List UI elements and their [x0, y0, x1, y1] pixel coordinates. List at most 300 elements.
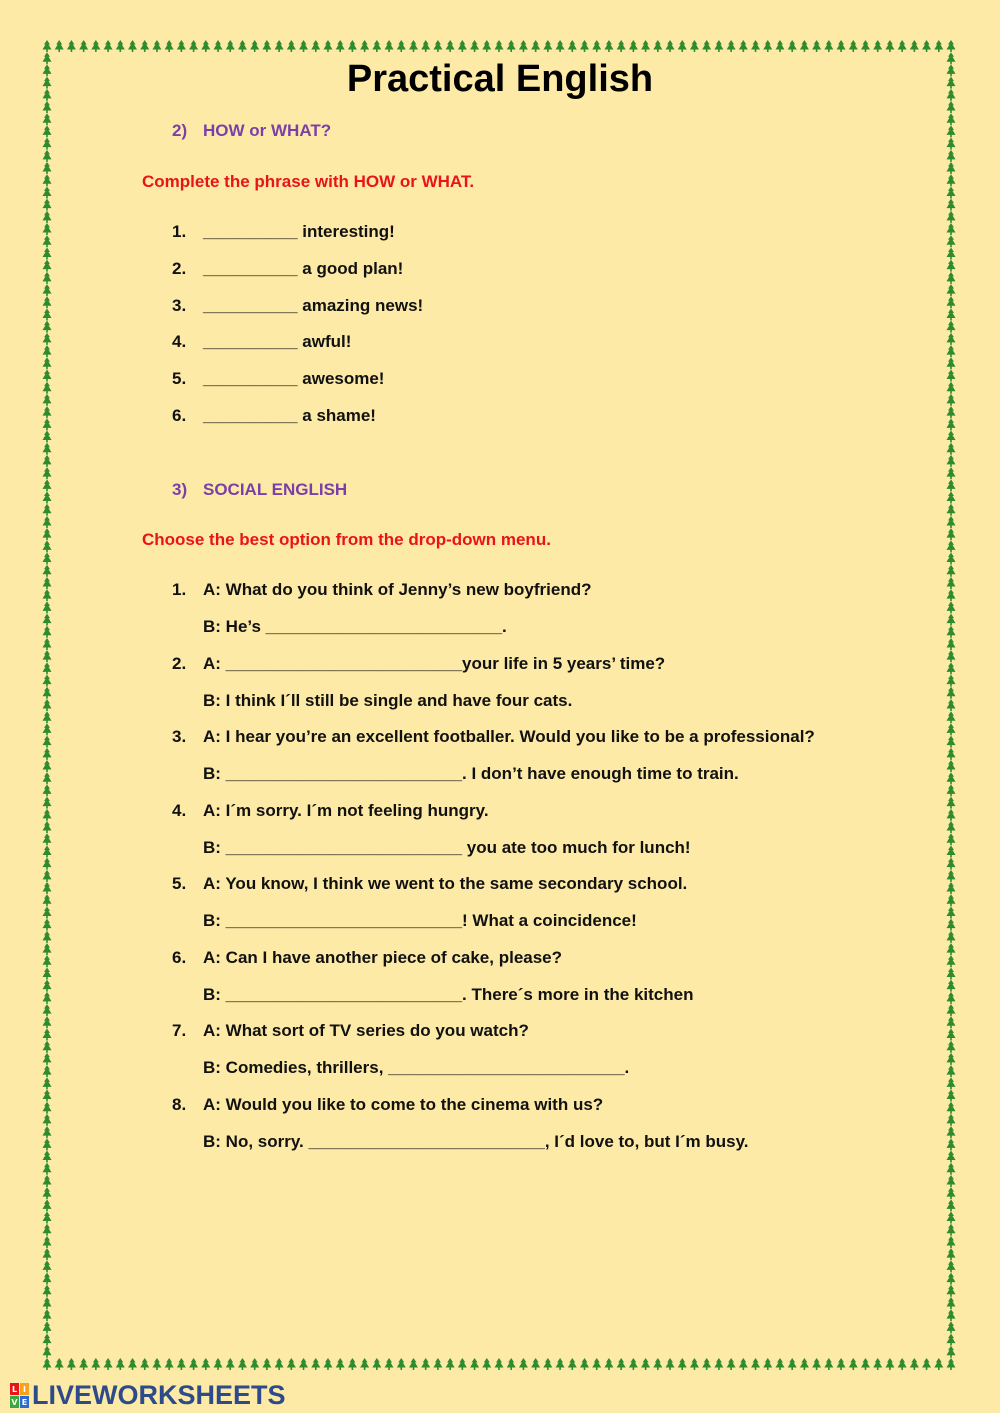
- tree-icon: [104, 40, 113, 52]
- tree-icon: [947, 260, 956, 272]
- tree-icon: [812, 40, 821, 52]
- tree-icon: [43, 211, 52, 223]
- tree-icon: [299, 1358, 308, 1370]
- tree-icon: [947, 1102, 956, 1114]
- dialogue-line-b[interactable]: B: _________________________! What a coincidence!: [203, 911, 637, 930]
- tree-icon: [947, 906, 956, 918]
- tree-icon: [947, 235, 956, 247]
- tree-icon: [727, 40, 736, 52]
- tree-icon: [43, 931, 52, 943]
- tree-icon: [43, 1053, 52, 1065]
- tree-icon: [947, 845, 956, 857]
- dialogue-line-a: A: I hear you’re an excellent footballer. Would you like to be a professional?: [203, 727, 815, 746]
- tree-icon: [43, 1236, 52, 1248]
- tree-icon: [947, 833, 956, 845]
- dialogue-line-a: A: What sort of TV series do you watch?: [203, 1021, 529, 1040]
- tree-icon: [43, 943, 52, 955]
- tree-icon: [55, 40, 64, 52]
- tree-icon: [947, 321, 956, 333]
- tree-icon: [128, 1358, 137, 1370]
- how-what-item-text[interactable]: __________ amazing news!: [203, 295, 424, 315]
- tree-icon: [360, 40, 369, 52]
- tree-icon: [947, 272, 956, 284]
- tree-icon: [507, 40, 516, 52]
- tree-icon: [43, 1016, 52, 1028]
- tree-icon: [543, 1358, 552, 1370]
- tree-icon: [43, 186, 52, 198]
- tree-icon: [947, 1309, 956, 1321]
- tree-icon: [43, 565, 52, 577]
- tree-icon: [287, 1358, 296, 1370]
- tree-icon: [385, 1358, 394, 1370]
- tree-icon: [947, 955, 956, 967]
- tree-icon: [43, 174, 52, 186]
- tree-icon: [947, 1236, 956, 1248]
- tree-icon: [947, 980, 956, 992]
- tree-icon: [43, 870, 52, 882]
- dialogue-line-b[interactable]: B: _________________________. There´s more in the kitchen: [203, 984, 694, 1004]
- tree-icon: [947, 125, 956, 137]
- tree-icon: [947, 1077, 956, 1089]
- dialogue-line-b[interactable]: B: _________________________ you ate too much for lunch!: [203, 837, 691, 857]
- tree-icon: [641, 40, 650, 52]
- tree-icon: [275, 40, 284, 52]
- tree-icon: [947, 113, 956, 125]
- tree-icon: [446, 40, 455, 52]
- tree-icon: [947, 1175, 956, 1187]
- tree-icon: [947, 40, 956, 52]
- dialogue-line-b: B: I think I´ll still be single and have four cats.: [203, 690, 573, 710]
- dialogue-line-b[interactable]: B: No, sorry. _________________________, I´d love to, but I´m busy.: [203, 1131, 749, 1151]
- tree-icon: [165, 40, 174, 52]
- tree-icon: [947, 528, 956, 540]
- how-what-item-text[interactable]: __________ awesome!: [203, 369, 385, 389]
- dialogue-number: 8.: [172, 1094, 187, 1114]
- tree-icon: [519, 1358, 528, 1370]
- logo-letter-i: I: [20, 1383, 29, 1395]
- tree-icon: [580, 1358, 589, 1370]
- dialogue-line-a[interactable]: A: _________________________your life in 5 years’ time?: [203, 653, 666, 673]
- tree-icon: [311, 40, 320, 52]
- tree-icon: [714, 1358, 723, 1370]
- tree-icon: [947, 296, 956, 308]
- tree-icon: [947, 1126, 956, 1138]
- tree-icon: [861, 40, 870, 52]
- tree-icon: [592, 1358, 601, 1370]
- tree-icon: [947, 858, 956, 870]
- tree-icon: [947, 736, 956, 748]
- tree-icon: [43, 284, 52, 296]
- logo-letter-e: E: [21, 1397, 28, 1407]
- tree-icon: [568, 40, 577, 52]
- tree-icon: [837, 1358, 846, 1370]
- tree-icon: [43, 113, 52, 125]
- tree-icon: [947, 1224, 956, 1236]
- tree-icon: [43, 650, 52, 662]
- tree-icon: [947, 1358, 956, 1370]
- tree-icon: [43, 467, 52, 479]
- tree-icon: [43, 589, 52, 601]
- tree-icon: [495, 1358, 504, 1370]
- tree-icon: [177, 1358, 186, 1370]
- tree-icon: [372, 1358, 381, 1370]
- tree-icon: [43, 992, 52, 1004]
- tree-icon: [947, 467, 956, 479]
- tree-icon: [482, 40, 491, 52]
- tree-icon: [275, 1358, 284, 1370]
- tree-icon: [43, 967, 52, 979]
- logo-letter-v: V: [11, 1397, 18, 1407]
- tree-icon: [43, 345, 52, 357]
- tree-icon: [43, 1285, 52, 1297]
- tree-icon: [348, 40, 357, 52]
- tree-icon: [409, 1358, 418, 1370]
- tree-icon: [43, 138, 52, 150]
- tree-icon: [556, 1358, 565, 1370]
- tree-icon: [43, 760, 52, 772]
- tree-icon: [43, 492, 52, 504]
- tree-icon: [43, 1138, 52, 1150]
- tree-icon: [519, 40, 528, 52]
- tree-icon: [43, 772, 52, 784]
- tree-icon: [947, 1297, 956, 1309]
- tree-icon: [775, 1358, 784, 1370]
- tree-icon: [947, 784, 956, 796]
- tree-icon: [43, 199, 52, 211]
- tree-icon: [947, 455, 956, 467]
- tree-icon: [824, 1358, 833, 1370]
- tree-icon: [43, 784, 52, 796]
- tree-icon: [43, 162, 52, 174]
- tree-icon: [580, 40, 589, 52]
- tree-icon: [947, 943, 956, 955]
- how-what-item-text[interactable]: __________ awful!: [203, 332, 352, 352]
- tree-icon: [653, 1358, 662, 1370]
- tree-icon: [727, 1358, 736, 1370]
- tree-icon: [947, 199, 956, 211]
- tree-icon: [43, 906, 52, 918]
- dialogue-number: 5.: [172, 874, 187, 893]
- tree-icon: [43, 955, 52, 967]
- tree-icon: [947, 1065, 956, 1077]
- tree-icon: [262, 1358, 271, 1370]
- tree-icon: [641, 1358, 650, 1370]
- tree-icon: [104, 1358, 113, 1370]
- tree-icon: [43, 1126, 52, 1138]
- tree-icon: [165, 1358, 174, 1370]
- tree-icon: [617, 40, 626, 52]
- tree-icon: [556, 40, 565, 52]
- tree-icon: [43, 333, 52, 345]
- tree-icon: [43, 1212, 52, 1224]
- tree-icon: [140, 40, 149, 52]
- tree-icon: [43, 418, 52, 430]
- tree-icon: [947, 809, 956, 821]
- tree-icon: [43, 845, 52, 857]
- tree-icon: [861, 1358, 870, 1370]
- tree-icon: [43, 1065, 52, 1077]
- tree-icon: [43, 247, 52, 259]
- tree-icon: [947, 1041, 956, 1053]
- tree-icon: [43, 1321, 52, 1333]
- tree-icon: [702, 40, 711, 52]
- tree-icon: [947, 577, 956, 589]
- tree-icon: [947, 1187, 956, 1199]
- tree-icon: [653, 40, 662, 52]
- tree-icon: [43, 919, 52, 931]
- tree-icon: [262, 40, 271, 52]
- tree-icon: [898, 40, 907, 52]
- tree-icon: [43, 1260, 52, 1272]
- tree-icon: [947, 1199, 956, 1211]
- tree-icon: [947, 662, 956, 674]
- tree-icon: [43, 528, 52, 540]
- tree-icon: [947, 614, 956, 626]
- tree-icon: [43, 101, 52, 113]
- dialogue-number: 1.: [172, 580, 187, 599]
- tree-icon: [43, 125, 52, 137]
- tree-icon: [947, 101, 956, 113]
- how-what-item-number: 3.: [172, 295, 187, 315]
- tree-icon: [43, 406, 52, 418]
- tree-icon: [323, 1358, 332, 1370]
- tree-icon: [201, 1358, 210, 1370]
- dialogue-line-b[interactable]: B: Comedies, thrillers, _________________________.: [203, 1058, 630, 1077]
- section-3-title: SOCIAL ENGLISH: [203, 480, 348, 499]
- tree-icon: [947, 1321, 956, 1333]
- tree-icon: [531, 40, 540, 52]
- tree-icon: [751, 40, 760, 52]
- tree-icon: [947, 748, 956, 760]
- dialogue-number: 7.: [172, 1021, 187, 1040]
- tree-icon: [43, 1163, 52, 1175]
- tree-icon: [604, 1358, 613, 1370]
- how-what-item-number: 2.: [172, 258, 187, 278]
- tree-icon: [152, 40, 161, 52]
- tree-icon: [397, 1358, 406, 1370]
- tree-icon: [531, 1358, 540, 1370]
- tree-icon: [629, 40, 638, 52]
- tree-icon: [690, 1358, 699, 1370]
- tree-icon: [140, 1358, 149, 1370]
- tree-icon: [43, 980, 52, 992]
- tree-icon: [947, 1138, 956, 1150]
- tree-icon: [409, 40, 418, 52]
- tree-icon: [947, 382, 956, 394]
- tree-icon: [849, 1358, 858, 1370]
- tree-icon: [67, 1358, 76, 1370]
- tree-icon: [751, 1358, 760, 1370]
- tree-icon: [43, 809, 52, 821]
- tree-icon: [947, 553, 956, 565]
- tree-icon: [43, 1346, 52, 1358]
- dialogue-line-a: A: Can I have another piece of cake, please?: [203, 947, 563, 967]
- tree-icon: [43, 516, 52, 528]
- tree-icon: [43, 272, 52, 284]
- tree-icon: [947, 931, 956, 943]
- tree-icon: [910, 1358, 919, 1370]
- tree-icon: [947, 1151, 956, 1163]
- tree-icon: [947, 357, 956, 369]
- dialogue-line-a: A: You know, I think we went to the same secondary school.: [203, 874, 688, 893]
- tree-icon: [947, 797, 956, 809]
- tree-icon: [201, 40, 210, 52]
- tree-icon: [43, 1004, 52, 1016]
- tree-icon: [678, 1358, 687, 1370]
- tree-icon: [947, 443, 956, 455]
- tree-icon: [91, 40, 100, 52]
- tree-icon: [702, 1358, 711, 1370]
- tree-icon: [947, 919, 956, 931]
- tree-icon: [43, 443, 52, 455]
- tree-icon: [947, 174, 956, 186]
- tree-icon: [43, 601, 52, 613]
- tree-icon: [922, 40, 931, 52]
- tree-icon: [592, 40, 601, 52]
- dialogue-line-b[interactable]: B: _________________________. I don’t have enough time to train.: [203, 764, 739, 783]
- tree-icon: [470, 1358, 479, 1370]
- tree-icon: [43, 382, 52, 394]
- tree-icon: [458, 1358, 467, 1370]
- tree-icon: [43, 1199, 52, 1211]
- tree-icon: [947, 1212, 956, 1224]
- tree-icon: [238, 40, 247, 52]
- tree-icon: [947, 1029, 956, 1041]
- tree-icon: [116, 1358, 125, 1370]
- tree-icon: [947, 150, 956, 162]
- tree-icon: [947, 589, 956, 601]
- tree-icon: [812, 1358, 821, 1370]
- tree-icon: [43, 1309, 52, 1321]
- tree-icon: [43, 357, 52, 369]
- tree-icon: [775, 40, 784, 52]
- tree-icon: [43, 1090, 52, 1102]
- how-what-item-text[interactable]: __________ interesting!: [203, 222, 395, 241]
- tree-icon: [947, 882, 956, 894]
- tree-icon: [433, 40, 442, 52]
- tree-icon: [678, 40, 687, 52]
- tree-icon: [947, 162, 956, 174]
- tree-icon: [43, 577, 52, 589]
- tree-icon: [800, 1358, 809, 1370]
- tree-icon: [43, 1248, 52, 1260]
- tree-icon: [947, 1163, 956, 1175]
- tree-icon: [947, 626, 956, 638]
- tree-icon: [617, 1358, 626, 1370]
- tree-icon: [947, 711, 956, 723]
- tree-icon: [947, 650, 956, 662]
- tree-icon: [43, 1297, 52, 1309]
- tree-icon: [947, 1346, 956, 1358]
- tree-icon: [79, 40, 88, 52]
- tree-icon: [421, 40, 430, 52]
- tree-icon: [43, 1334, 52, 1346]
- tree-icon: [947, 345, 956, 357]
- tree-icon: [397, 40, 406, 52]
- tree-icon: [800, 40, 809, 52]
- tree-icon: [947, 992, 956, 1004]
- tree-icon: [739, 40, 748, 52]
- tree-icon: [43, 235, 52, 247]
- tree-icon: [873, 1358, 882, 1370]
- tree-icon: [421, 1358, 430, 1370]
- tree-icon: [43, 748, 52, 760]
- tree-icon: [238, 1358, 247, 1370]
- tree-icon: [947, 1260, 956, 1272]
- tree-icon: [226, 40, 235, 52]
- how-what-item-text[interactable]: __________ a shame!: [203, 406, 376, 425]
- dialogue-number: 3.: [172, 727, 187, 746]
- tree-icon: [43, 296, 52, 308]
- how-what-item-number: 5.: [172, 369, 187, 389]
- tree-icon: [885, 1358, 894, 1370]
- dialogue-number: 4.: [172, 800, 187, 820]
- tree-icon: [43, 223, 52, 235]
- how-what-item-text[interactable]: __________ a good plan!: [203, 258, 404, 278]
- tree-icon: [922, 1358, 931, 1370]
- tree-icon: [43, 1151, 52, 1163]
- tree-icon: [947, 516, 956, 528]
- tree-icon: [43, 504, 52, 516]
- tree-icon: [43, 1029, 52, 1041]
- tree-icon: [336, 40, 345, 52]
- tree-icon: [43, 1187, 52, 1199]
- tree-icon: [360, 1358, 369, 1370]
- tree-icon: [226, 1358, 235, 1370]
- tree-icon: [43, 479, 52, 491]
- tree-icon: [568, 1358, 577, 1370]
- tree-icon: [947, 333, 956, 345]
- tree-icon: [788, 40, 797, 52]
- section-2-heading: [172, 121, 331, 141]
- how-what-item-number: 1.: [172, 222, 187, 241]
- tree-icon: [947, 1090, 956, 1102]
- tree-icon: [470, 40, 479, 52]
- tree-icon: [947, 308, 956, 320]
- tree-icon: [947, 699, 956, 711]
- tree-icon: [128, 40, 137, 52]
- tree-icon: [849, 40, 858, 52]
- tree-icon: [495, 40, 504, 52]
- tree-icon: [446, 1358, 455, 1370]
- tree-icon: [947, 894, 956, 906]
- dialogue-line-b[interactable]: B: He’s _________________________.: [203, 617, 507, 636]
- dialogue-line-a: A: What do you think of Jenny’s new boyfriend?: [203, 580, 592, 599]
- tree-icon: [947, 492, 956, 504]
- tree-icon: [43, 1224, 52, 1236]
- tree-icon: [666, 1358, 675, 1370]
- tree-icon: [43, 699, 52, 711]
- tree-icon: [714, 40, 723, 52]
- tree-icon: [311, 1358, 320, 1370]
- tree-icon: [43, 821, 52, 833]
- tree-icon: [947, 540, 956, 552]
- tree-icon: [43, 882, 52, 894]
- tree-icon: [91, 1358, 100, 1370]
- tree-icon: [947, 760, 956, 772]
- tree-icon: [43, 723, 52, 735]
- section-2-instruction: Complete the phrase with HOW or WHAT.: [142, 172, 475, 191]
- tree-icon: [947, 284, 956, 296]
- tree-icon: [214, 40, 223, 52]
- tree-icon: [947, 504, 956, 516]
- tree-icon: [947, 638, 956, 650]
- tree-icon: [43, 260, 52, 272]
- tree-icon: [43, 894, 52, 906]
- tree-icon: [947, 1053, 956, 1065]
- tree-icon: [947, 772, 956, 784]
- tree-icon: [43, 308, 52, 320]
